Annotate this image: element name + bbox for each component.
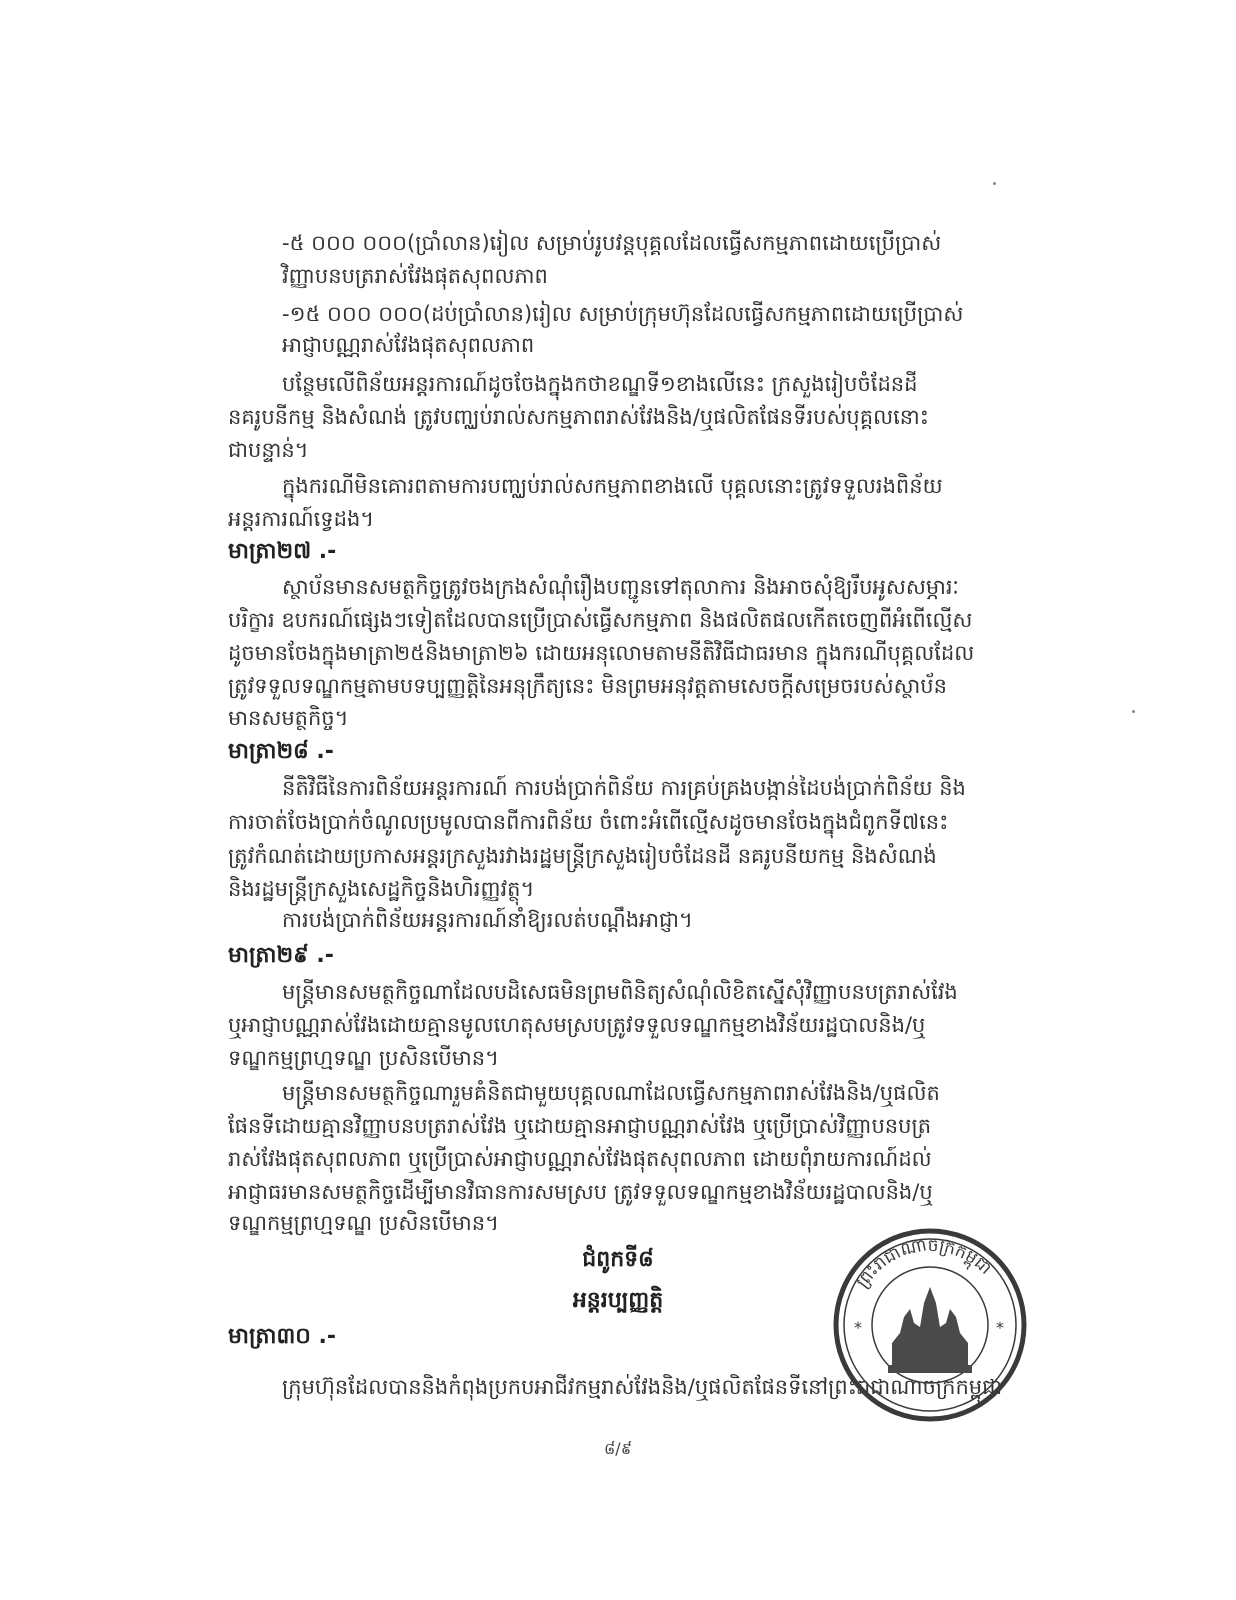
paragraph-line: នគរូបនីកម្ម និងសំណង់ ត្រូវបញ្ឈប់រាល់សកម្មភាពរាស់វែងនិង/ឬផលិតផែនទីរបស់បុគ្គលនោះ — [228, 405, 929, 429]
article-28-heading: មាត្រា២៨ .- — [228, 739, 334, 764]
svg-text:*: * — [996, 1318, 1004, 1337]
paragraph-line: ស្ថាប័នមានសមត្ថកិច្ចត្រូវចងក្រងសំណុំរឿងបញ្ជូនទៅតុលាការ និងអាចសុំឱ្យរឹបអូសសម្ភារៈ — [282, 575, 959, 599]
paragraph-line: ជាបន្ទាន់។ — [228, 438, 309, 462]
bullet-fine-company-cont: អាជ្ញាបណ្ណរាស់វែងផុតសុពលភាព — [282, 333, 535, 357]
paragraph-line: នីតិវិធីនៃការពិន័យអន្តរការណ៍ ការបង់ប្រាក់ពិន័យ ការគ្រប់គ្រងបង្កាន់ដៃបង់ប្រាក់ពិន័យ និង — [282, 776, 966, 800]
paragraph-line: ទណ្ឌកម្មព្រហ្មទណ្ឌ ប្រសិនបើមាន។ — [228, 1046, 499, 1070]
chapter-title: អន្តរប្បញ្ញត្តិ — [572, 1288, 664, 1313]
paragraph-line: មានសមត្ថកិច្ច។ — [228, 706, 349, 730]
paragraph-line: អាជ្ញាធរមានសមត្ថកិច្ចដើម្បីមានវិធានការសមស្រប ត្រូវទទួលទណ្ឌកម្មខាងវិន័យរដ្ឋបាលនិង/ឬ — [228, 1180, 933, 1204]
paragraph-line: ក្នុងករណីមិនគោរពតាមការបញ្ឈប់រាល់សកម្មភាពខាងលើ បុគ្គលនោះត្រូវទទួលរងពិន័យ — [282, 474, 943, 498]
scan-speck — [1132, 710, 1135, 713]
paragraph-line: ត្រូវទទួលទណ្ឌកម្មតាមបទប្បញ្ញត្តិនៃអនុក្រឹត្យនេះ មិនព្រមអនុវត្តតាមសេចក្តីសម្រេចរបស់ស្ថាប័ន — [228, 674, 947, 698]
scan-speck — [993, 182, 996, 185]
paragraph-line: ឬអាជ្ញាបណ្ណរាស់វែងដោយគ្មានមូលហេតុសមស្របត្រូវទទួលទណ្ឌកម្មខាងវិន័យរដ្ឋបាលនិង/ឬ — [228, 1013, 926, 1037]
article-29-heading: មាត្រា២៩ .- — [228, 943, 334, 968]
angkor-temple-emblem-icon — [888, 1287, 972, 1373]
paragraph-line: ក្រុមហ៊ុនដែលបាននិងកំពុងប្រកបអាជីវកម្មរាស់វែងនិង/ឬផលិតផែនទីនៅព្រះរាជាណាចក្រកម្ពុជា — [282, 1375, 1003, 1399]
bullet-fine-individual: -៥ ០០០ ០០០(ប្រាំលាន)រៀល សម្រាប់រូបវន្តបុគ្គលដែលធ្វើសកម្មភាពដោយប្រើប្រាស់ — [282, 231, 942, 255]
article-30-heading: មាត្រា៣០ .- — [228, 1324, 336, 1349]
paragraph-line: ដូចមានចែងក្នុងមាត្រា២៥និងមាត្រា២៦ ដោយអនុលោមតាមនីតិវិធីជាធរមាន ក្នុងករណីបុគ្គលដែល — [228, 641, 975, 665]
paragraph-line: ត្រូវកំណត់ដោយប្រកាសអន្តរក្រសួងរវាងរដ្ឋមន្ត្រីក្រសួងរៀបចំដែនដី នគរូបនីយកម្ម និងសំណង់ — [228, 844, 937, 868]
paragraph-line: មន្ត្រីមានសមត្ថកិច្ចណារួមគំនិតជាមួយបុគ្គលណាដែលធ្វើសកម្មភាពរាស់វែងនិង/ឬផលិត — [282, 1081, 940, 1105]
page-number: ៨/៩ — [603, 1439, 633, 1458]
paragraph-line: ទណ្ឌកម្មព្រហ្មទណ្ឌ ប្រសិនបើមាន។ — [228, 1211, 499, 1235]
svg-text:*: * — [854, 1318, 862, 1337]
paragraph-line: រាស់វែងផុតសុពលភាព ឬប្រើប្រាស់អាជ្ញាបណ្ណរាស់វែងផុតសុពលភាព ដោយពុំរាយការណ៍ដល់ — [228, 1147, 932, 1171]
article-27-heading: មាត្រា២៧ .- — [228, 539, 337, 564]
paragraph-line: និងរដ្ឋមន្ត្រីក្រសួងសេដ្ឋកិច្ចនិងហិរញ្ញវត្ថុ។ — [228, 877, 535, 901]
bullet-fine-individual-cont: វិញ្ញាបនបត្ររាស់វែងផុតសុពលភាព — [282, 264, 548, 288]
paragraph-line: បរិក្ខារ ឧបករណ៍ផ្សេងៗទៀតដែលបានប្រើប្រាស់ធ្វើសកម្មភាព និងផលិតផលកើតចេញពីអំពើល្មើស — [228, 608, 973, 632]
paragraph-line: បន្ថែមលើពិន័យអន្តរការណ៍ដូចចែងក្នុងកថាខណ្ឌទី១ខាងលើនេះ ក្រសួងរៀបចំដែនដី — [282, 372, 918, 396]
bullet-fine-company: -១៥ ០០០ ០០០(ដប់ប្រាំលាន)រៀល សម្រាប់ក្រុមហ៊ុនដែលធ្វើសកម្មភាពដោយប្រើប្រាស់ — [282, 302, 964, 326]
paragraph-line: មន្ត្រីមានសមត្ថកិច្ចណាដែលបដិសេធមិនព្រមពិនិត្យសំណុំលិខិតស្នើសុំវិញ្ញាបនបត្ររាស់វែង — [282, 980, 958, 1004]
paragraph-line: ការបង់ប្រាក់ពិន័យអន្តរការណ៍នាំឱ្យរលត់បណ្តឹងអាជ្ញា។ — [282, 908, 693, 932]
paragraph-line: ការចាត់ចែងប្រាក់ចំណូលប្រមូលបានពីការពិន័យ ចំពោះអំពើល្មើសដូចមានចែងក្នុងជំពូកទី៧នេះ — [228, 810, 949, 834]
chapter-number: ជំពូកទី៨ — [582, 1247, 654, 1272]
seal-ring-text: ព្រះរាជាណាចក្រកម្ពុជា — [852, 1235, 996, 1292]
paragraph-line: ផែនទីដោយគ្មានវិញ្ញាបនបត្ររាស់វែង ឬដោយគ្មានអាជ្ញាបណ្ណរាស់វែង ឬប្រើប្រាស់វិញ្ញាបនបត្រ — [228, 1114, 932, 1138]
paragraph-line: អន្តរការណ៍ទ្វេដង។ — [228, 507, 375, 531]
official-seal-stamp — [830, 1225, 1030, 1425]
